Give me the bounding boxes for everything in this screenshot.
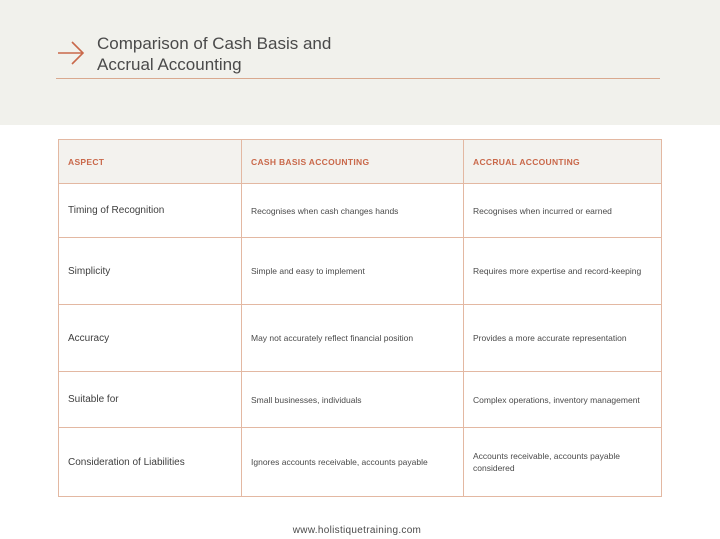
accrual-cell: Recognises when incurred or earned <box>464 184 662 238</box>
header-accrual: ACCRUAL ACCOUNTING <box>464 140 662 184</box>
comparison-table <box>58 139 662 497</box>
cash-basis-cell: Recognises when cash changes hands <box>242 184 464 238</box>
arrow-right-icon <box>56 40 86 66</box>
cash-basis-cell: Ignores accounts receivable, accounts payable <box>242 428 464 497</box>
aspect-cell: Simplicity <box>59 238 242 305</box>
aspect-cell: Timing of Recognition <box>59 184 242 238</box>
cash-basis-cell: Small businesses, individuals <box>242 372 464 428</box>
footer-url: www.holistiquetraining.com <box>292 525 422 536</box>
accrual-cell: Provides a more accurate representation <box>464 305 662 372</box>
title-divider <box>56 78 660 79</box>
aspect-cell: Consideration of Liabilities <box>59 428 242 497</box>
aspect-cell: Accuracy <box>59 305 242 372</box>
cash-basis-cell: Simple and easy to implement <box>242 238 464 305</box>
page-title-line-2: Accrual Accounting <box>97 55 242 74</box>
accrual-cell: Accounts receivable, accounts payable considered <box>464 428 662 497</box>
aspect-cell: Suitable for <box>59 372 242 428</box>
header-aspect: ASPECT <box>59 140 242 184</box>
table-row <box>59 372 662 428</box>
table-header-row <box>59 140 662 184</box>
table-row <box>59 184 662 238</box>
accrual-cell: Complex operations, inventory management <box>464 372 662 428</box>
cash-basis-cell: May not accurately reflect financial position <box>242 305 464 372</box>
table-row <box>59 238 662 305</box>
table-row <box>59 428 662 497</box>
page-title <box>97 33 497 75</box>
page-title-line-1: Comparison of Cash Basis and <box>97 34 332 53</box>
header-cash-basis: CASH BASIS ACCOUNTING <box>242 140 464 184</box>
accrual-cell: Requires more expertise and record-keeping <box>464 238 662 305</box>
table-row <box>59 305 662 372</box>
